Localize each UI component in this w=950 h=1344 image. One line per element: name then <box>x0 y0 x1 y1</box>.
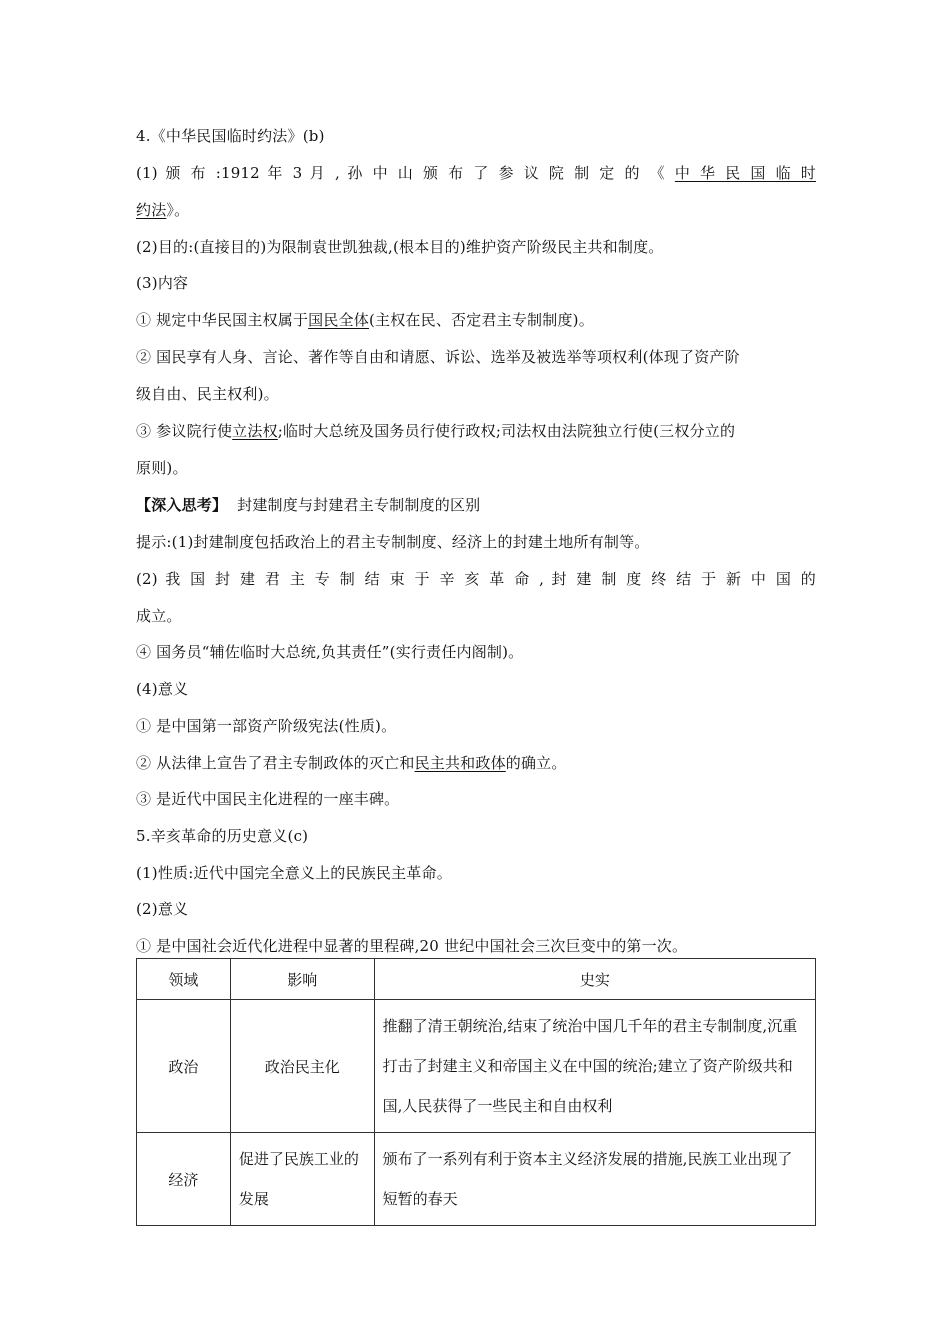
header-field: 领域 <box>137 959 231 1000</box>
header-impact: 影响 <box>230 959 374 1000</box>
table-row <box>137 1000 816 1133</box>
content-item-2-line-2: 级自由、民主权利)。 <box>136 385 279 403</box>
row-impact: 促进了民族工业的发展 <box>230 1133 374 1226</box>
content-item-1-end: (主权在民、否定君主专制制度)。 <box>368 311 594 329</box>
significance-item-1: ① 是中国第一部资产阶级宪法(性质)。 <box>136 717 397 735</box>
think-tag: 【深入思考】 <box>136 496 228 514</box>
hint-line-2: (2) 我 国 封 建 君 主 专 制 结 束 于 辛 亥 革 命 , 封 建 制 度 终 结 于 新 中 国 的 <box>136 570 816 588</box>
promulgation-line-2 <box>136 200 189 220</box>
constitution-name-underline: 中 华 民 国 临 时 <box>674 164 816 182</box>
row-facts: 颁布了一系列有利于资本主义经济发展的措施,民族工业出现了短暂的春天 <box>374 1133 815 1226</box>
significance-heading: (4)意义 <box>136 680 189 698</box>
hint-line-1: 提示:(1)封建制度包括政治上的君主专制制度、经济上的封建土地所有制等。 <box>136 533 650 551</box>
promulgation-line-1 <box>136 163 816 183</box>
nature-line: (1)性质:近代中国完全意义上的民族民主革命。 <box>136 864 452 882</box>
table-header-row <box>137 959 816 1000</box>
content-item-1-underline: 国民全体 <box>308 311 369 329</box>
meaning-item-1: ① 是中国社会近代化进程中显著的里程碑,20 世纪中国社会三次巨变中的第一次。 <box>136 937 688 955</box>
think-title: 封建制度与封建君主专制制度的区别 <box>237 496 481 514</box>
content-item-3-line-1 <box>136 421 735 441</box>
hint-line-3: 成立。 <box>136 607 182 625</box>
promulgation-end: 》。 <box>166 201 190 219</box>
think-heading <box>136 495 480 515</box>
significance-item-3: ③ 是近代中国民主化进程的一座丰碑。 <box>136 790 400 808</box>
constitution-name-underline-2: 约法 <box>136 201 167 219</box>
section-5-title: 5.辛亥革命的历史意义(c) <box>136 827 309 845</box>
content-heading: (3)内容 <box>136 274 189 292</box>
content-item-1-text: ① 规定中华民国主权属于 <box>136 311 309 329</box>
row-impact: 政治民主化 <box>230 1000 374 1133</box>
row-field: 经济 <box>137 1133 231 1226</box>
significance-item-2-end: 的确立。 <box>505 754 567 772</box>
promulgation-text: (1) 颁 布 :1912 年 3 月 , 孙 中 山 颁 布 了 参 议 院 制 定 的 《 <box>136 164 668 182</box>
section-4-title: 4.《中华民国临时约法》(b) <box>136 127 325 145</box>
meaning-heading: (2)意义 <box>136 900 189 918</box>
content-item-3-line-2: 原则)。 <box>136 459 188 477</box>
impact-table <box>136 958 816 1226</box>
row-field: 政治 <box>137 1000 231 1133</box>
content-item-1 <box>136 310 594 330</box>
purpose-line: (2)目的:(直接目的)为限制袁世凯独裁,(根本目的)维护资产阶级民主共和制度。 <box>136 238 664 256</box>
row-facts: 推翻了清王朝统治,结束了统治中国几千年的君主专制制度,沉重打击了封建主义和帝国主义在中国的统治;建立了资产阶级共和国,人民获得了一些民主和自由权利 <box>374 1000 815 1133</box>
content-item-3-underline: 立法权 <box>232 422 278 440</box>
content-item-2-line-1: ② 国民享有人身、言论、著作等自由和请愿、诉讼、选举及被选举等项权利(体现了资产阶 <box>136 348 740 366</box>
content-item-4: ④ 国务员“辅佐临时大总统,负其责任”(实行责任内阁制)。 <box>136 643 524 661</box>
content-item-3-rest: ;临时大总统及国务员行使行政权;司法权由法院独立行使(三权分立的 <box>277 422 736 440</box>
significance-item-2-underline: 民主共和政体 <box>414 754 506 772</box>
content-item-3-text: ③ 参议院行使 <box>136 422 233 440</box>
table-row <box>137 1133 816 1226</box>
header-facts: 史实 <box>374 959 815 1000</box>
significance-item-2-text: ② 从法律上宣告了君主专制政体的灭亡和 <box>136 754 415 772</box>
significance-item-2 <box>136 753 567 773</box>
